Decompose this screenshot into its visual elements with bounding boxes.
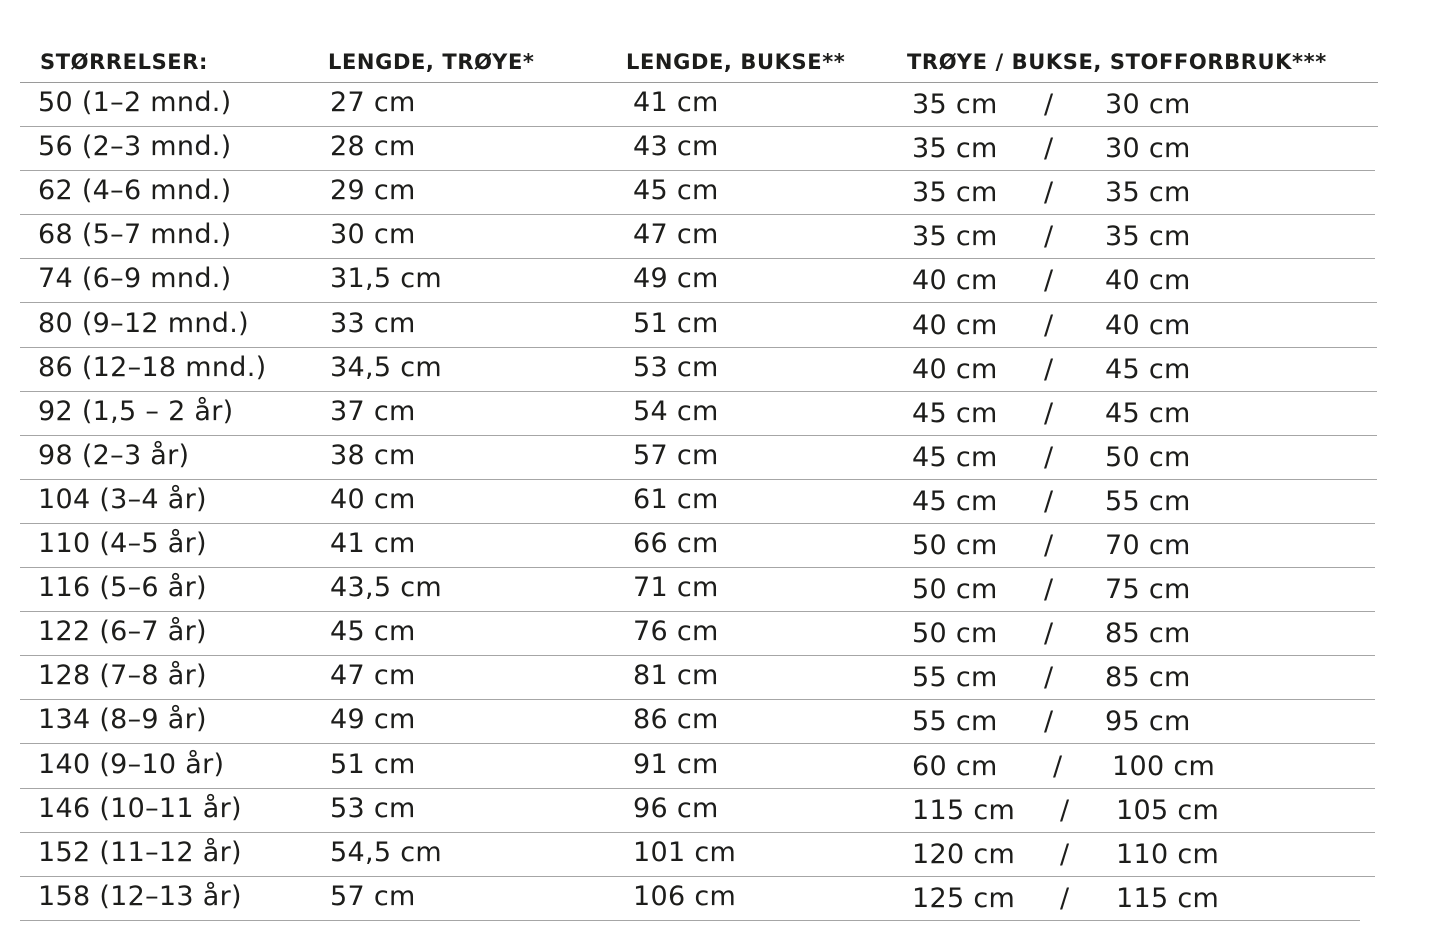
pants-length-cell: 71 cm xyxy=(633,572,719,604)
pants-length-cell: 76 cm xyxy=(633,616,719,648)
fabric-pants-cell: 70 cm xyxy=(1105,530,1191,561)
pants-length-cell: 101 cm xyxy=(633,836,737,868)
top-length-cell: 38 cm xyxy=(330,439,416,471)
fabric-separator: / xyxy=(1044,618,1054,650)
top-length-cell: 47 cm xyxy=(330,660,416,692)
top-length-cell: 28 cm xyxy=(330,131,416,163)
pants-length-cell: 43 cm xyxy=(633,131,719,163)
top-length-cell: 34,5 cm xyxy=(330,351,442,383)
pants-length-cell: 47 cm xyxy=(633,219,719,251)
table-row xyxy=(20,259,1377,303)
fabric-top-cell: 125 cm xyxy=(912,882,1016,914)
fabric-separator: / xyxy=(1044,133,1054,165)
size-cell: 116 (5–6 år) xyxy=(38,572,207,604)
fabric-top-cell: 50 cm xyxy=(912,530,998,561)
fabric-separator: / xyxy=(1044,265,1054,297)
size-cell: 152 (11–12 år) xyxy=(38,836,242,868)
pants-length-cell: 86 cm xyxy=(633,704,719,736)
fabric-pants-cell: 35 cm xyxy=(1105,221,1191,253)
table-row xyxy=(20,127,1375,171)
top-length-cell: 33 cm xyxy=(330,307,416,339)
fabric-top-cell: 45 cm xyxy=(912,441,998,473)
fabric-top-cell: 40 cm xyxy=(912,265,998,297)
size-cell: 140 (9–10 år) xyxy=(38,748,225,780)
fabric-pants-cell: 95 cm xyxy=(1105,706,1191,738)
fabric-pants-cell: 85 cm xyxy=(1105,662,1191,694)
fabric-top-cell: 50 cm xyxy=(912,574,998,606)
pants-length-cell: 57 cm xyxy=(633,439,719,471)
table-row xyxy=(20,833,1375,877)
top-length-cell: 29 cm xyxy=(330,175,416,207)
fabric-pants-cell: 35 cm xyxy=(1105,177,1191,209)
fabric-pants-cell: 40 cm xyxy=(1105,309,1191,341)
pants-length-cell: 81 cm xyxy=(633,660,719,692)
top-length-cell: 45 cm xyxy=(330,616,416,648)
fabric-pants-cell: 75 cm xyxy=(1105,574,1191,606)
size-table xyxy=(20,40,1378,914)
header-top-length: LENGDE, TRØYE* xyxy=(328,50,535,74)
header-pants-length: LENGDE, BUKSE** xyxy=(626,50,846,74)
pants-length-cell: 96 cm xyxy=(633,792,719,824)
header-size: STØRRELSER: xyxy=(40,50,209,74)
size-cell: 86 (12–18 mnd.) xyxy=(38,351,267,383)
fabric-separator: / xyxy=(1044,441,1054,473)
pants-length-cell: 106 cm xyxy=(633,880,737,912)
table-row xyxy=(20,877,1360,921)
size-cell: 146 (10–11 år) xyxy=(38,792,242,824)
fabric-pants-cell: 45 cm xyxy=(1105,353,1191,385)
top-length-cell: 27 cm xyxy=(330,87,416,118)
fabric-top-cell: 60 cm xyxy=(912,750,998,782)
pants-length-cell: 51 cm xyxy=(633,307,719,339)
fabric-pants-cell: 105 cm xyxy=(1116,794,1220,826)
table-row xyxy=(20,171,1375,215)
table-row xyxy=(20,524,1375,568)
fabric-top-cell: 50 cm xyxy=(912,618,998,650)
pants-length-cell: 54 cm xyxy=(633,395,719,427)
size-cell: 98 (2–3 år) xyxy=(38,439,190,471)
top-length-cell: 54,5 cm xyxy=(330,836,442,868)
fabric-top-cell: 40 cm xyxy=(912,309,998,341)
top-length-cell: 57 cm xyxy=(330,880,416,912)
fabric-separator: / xyxy=(1060,838,1070,870)
table-row xyxy=(20,348,1377,392)
fabric-separator: / xyxy=(1060,794,1070,826)
top-length-cell: 30 cm xyxy=(330,219,416,251)
pants-length-cell: 49 cm xyxy=(633,263,719,295)
fabric-top-cell: 55 cm xyxy=(912,662,998,694)
top-length-cell: 49 cm xyxy=(330,704,416,736)
top-length-cell: 43,5 cm xyxy=(330,572,442,604)
table-row xyxy=(20,568,1375,612)
fabric-pants-cell: 30 cm xyxy=(1105,89,1191,120)
size-cell: 92 (1,5 – 2 år) xyxy=(38,395,234,427)
size-cell: 122 (6–7 år) xyxy=(38,616,207,648)
fabric-pants-cell: 55 cm xyxy=(1105,485,1191,517)
fabric-pants-cell: 30 cm xyxy=(1105,133,1191,165)
fabric-separator: / xyxy=(1044,397,1054,429)
header-fabric-usage: TRØYE / BUKSE, STOFFORBRUK*** xyxy=(907,50,1327,74)
table-row xyxy=(20,392,1377,436)
fabric-separator: / xyxy=(1053,750,1063,782)
size-cell: 134 (8–9 år) xyxy=(38,704,207,736)
pants-length-cell: 66 cm xyxy=(633,528,719,559)
fabric-top-cell: 45 cm xyxy=(912,485,998,517)
table-row xyxy=(20,215,1375,259)
size-cell: 158 (12–13 år) xyxy=(38,880,242,912)
table-row xyxy=(20,480,1375,524)
fabric-top-cell: 35 cm xyxy=(912,89,998,120)
table-row xyxy=(20,700,1375,744)
fabric-separator: / xyxy=(1060,882,1070,914)
fabric-top-cell: 120 cm xyxy=(912,838,1016,870)
top-length-cell: 53 cm xyxy=(330,792,416,824)
top-length-cell: 31,5 cm xyxy=(330,263,442,295)
table-header xyxy=(20,40,1378,83)
fabric-top-cell: 35 cm xyxy=(912,221,998,253)
top-length-cell: 40 cm xyxy=(330,483,416,515)
fabric-separator: / xyxy=(1044,221,1054,253)
table-row xyxy=(20,304,1377,348)
fabric-top-cell: 115 cm xyxy=(912,794,1016,826)
pants-length-cell: 45 cm xyxy=(633,175,719,207)
table-row xyxy=(20,656,1375,700)
fabric-top-cell: 45 cm xyxy=(912,397,998,429)
fabric-top-cell: 40 cm xyxy=(912,353,998,385)
pants-length-cell: 91 cm xyxy=(633,748,719,780)
fabric-separator: / xyxy=(1044,706,1054,738)
size-cell: 68 (5–7 mnd.) xyxy=(38,219,232,251)
top-length-cell: 41 cm xyxy=(330,528,416,559)
fabric-separator: / xyxy=(1044,309,1054,341)
top-length-cell: 37 cm xyxy=(330,395,416,427)
fabric-separator: / xyxy=(1044,353,1054,385)
fabric-pants-cell: 50 cm xyxy=(1105,441,1191,473)
pants-length-cell: 53 cm xyxy=(633,351,719,383)
fabric-top-cell: 55 cm xyxy=(912,706,998,738)
fabric-separator: / xyxy=(1044,662,1054,694)
fabric-top-cell: 35 cm xyxy=(912,177,998,209)
fabric-pants-cell: 85 cm xyxy=(1105,618,1191,650)
fabric-separator: / xyxy=(1044,530,1054,561)
size-cell: 62 (4–6 mnd.) xyxy=(38,175,232,207)
size-cell: 128 (7–8 år) xyxy=(38,660,207,692)
pants-length-cell: 61 cm xyxy=(633,483,719,515)
pants-length-cell: 41 cm xyxy=(633,87,719,118)
size-cell: 80 (9–12 mnd.) xyxy=(38,307,249,339)
fabric-pants-cell: 115 cm xyxy=(1116,882,1220,914)
table-row xyxy=(20,612,1375,656)
size-cell: 104 (3–4 år) xyxy=(38,483,207,515)
table-row xyxy=(20,745,1375,789)
fabric-pants-cell: 100 cm xyxy=(1112,750,1216,782)
size-cell: 74 (6–9 mnd.) xyxy=(38,263,232,295)
fabric-separator: / xyxy=(1044,89,1054,120)
size-cell: 50 (1–2 mnd.) xyxy=(38,87,232,118)
fabric-pants-cell: 45 cm xyxy=(1105,397,1191,429)
fabric-separator: / xyxy=(1044,485,1054,517)
table-row xyxy=(20,789,1375,833)
fabric-pants-cell: 110 cm xyxy=(1116,838,1220,870)
fabric-separator: / xyxy=(1044,177,1054,209)
fabric-top-cell: 35 cm xyxy=(912,133,998,165)
fabric-separator: / xyxy=(1044,574,1054,606)
size-cell: 110 (4–5 år) xyxy=(38,528,207,559)
fabric-pants-cell: 40 cm xyxy=(1105,265,1191,297)
table-row xyxy=(20,83,1378,127)
top-length-cell: 51 cm xyxy=(330,748,416,780)
table-row xyxy=(20,436,1377,480)
size-cell: 56 (2–3 mnd.) xyxy=(38,131,232,163)
